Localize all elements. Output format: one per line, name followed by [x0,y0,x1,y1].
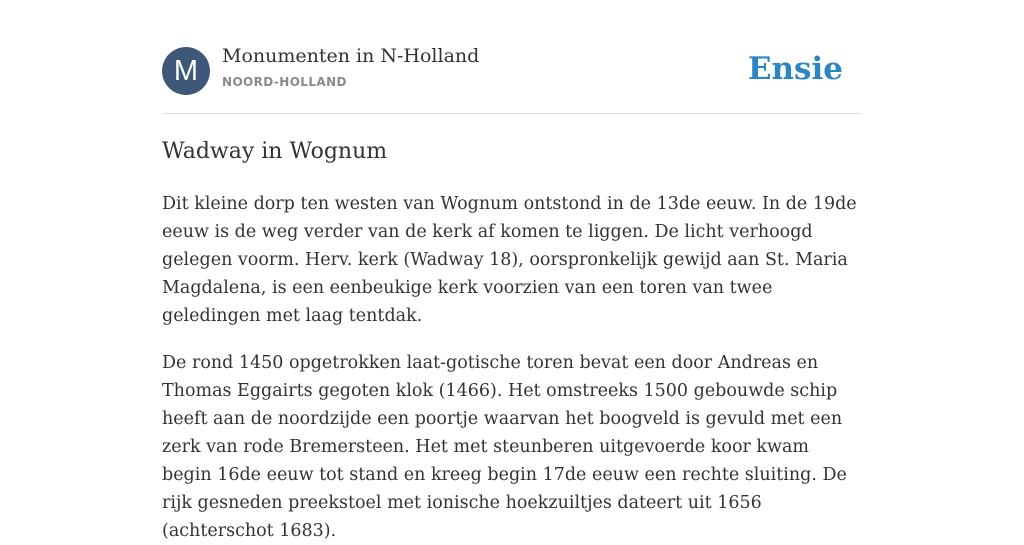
brand-logo[interactable]: Ensie [747,51,843,87]
collection-header [162,0,862,114]
article-paragraph: De rond 1450 opgetrokken laat-gotische toren bevat een door Andreas en Thomas Eggairts gegoten klok (1466). Het omstreeks 1500 gebouwde schip heeft aan de noordzijde een poortje waarvan het boogveld is gevuld met een zerk van rode Bremersteen. Het met steunberen uitgevoerde koor kwam begin 16de eeuw tot stand en kreeg begin 17de eeuw een rechte sluiting. De rijk gesneden preekstoel met ionische hoekzuiltjes dateert uit 1656 (achterschot 1683). [162,353,847,541]
page-container [162,0,862,541]
avatar[interactable]: M [162,47,210,95]
collection-subtitle: NOORD-HOLLAND [222,75,347,89]
article-title: Wadway in Wognum [162,139,388,164]
collection-title[interactable]: Monumenten in N-Holland [222,45,480,67]
article-paragraph: Dit kleine dorp ten westen van Wognum ontstond in de 13de eeuw. In de 19de eeuw is de weg verder van de kerk af komen te liggen. De licht verhoogd gelegen voorm. Herv. kerk (Wadway 18), oorspronkelijk gewijd aan St. Maria Magdalena, is een eenbeukige kerk voorzien van een toren van twee geledingen met laag tentdak. [162,194,857,326]
